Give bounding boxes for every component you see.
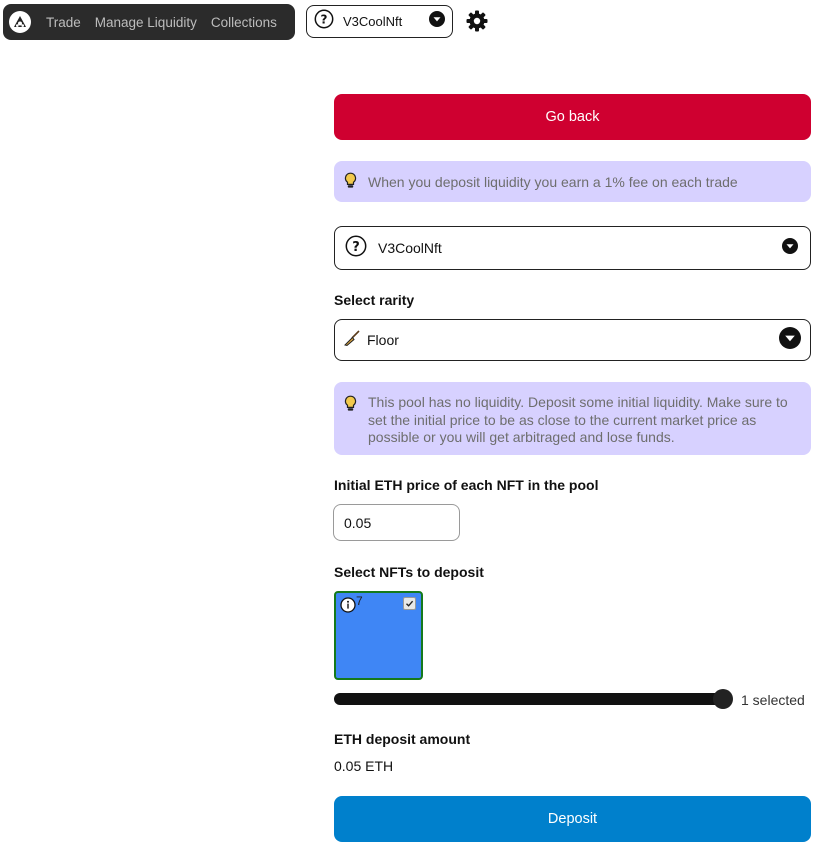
top-nav: [3, 4, 295, 40]
nav-collections-link[interactable]: Collections: [210, 14, 277, 30]
rarity-dropdown[interactable]: [334, 319, 811, 361]
nft-count-slider[interactable]: [334, 693, 722, 705]
question-icon: [345, 235, 367, 262]
rarity-dropdown-label: Floor: [367, 332, 399, 348]
nft-count-slider-handle[interactable]: [713, 689, 733, 709]
lightbulb-icon: [344, 172, 357, 192]
collection-dropdown-label: V3CoolNft: [378, 240, 442, 256]
initial-price-heading: Initial ETH price of each NFT in the pool: [334, 477, 599, 493]
broom-icon: [343, 329, 361, 352]
nft-card[interactable]: [334, 591, 423, 680]
gear-icon[interactable]: [465, 9, 489, 33]
eth-deposit-value: 0.05 ETH: [334, 758, 394, 774]
check-icon: [405, 599, 414, 608]
collection-dropdown[interactable]: [334, 226, 811, 270]
question-icon: [314, 9, 334, 34]
fee-tip-banner: [334, 161, 811, 202]
svg-text:?: ?: [352, 239, 360, 255]
nft-id: 7: [356, 594, 363, 608]
chevron-down-icon: [782, 238, 798, 259]
logo-icon[interactable]: [9, 11, 31, 33]
fee-tip-text: When you deposit liquidity you earn a 1% fee on each trade: [368, 173, 738, 190]
chevron-down-icon: [429, 11, 445, 32]
nav-manage-liquidity-link[interactable]: Manage Liquidity: [94, 14, 197, 30]
rarity-heading: Select rarity: [334, 292, 415, 308]
eth-deposit-heading: ETH deposit amount: [334, 731, 471, 747]
chevron-down-icon: [779, 327, 801, 354]
collection-selector-button[interactable]: [306, 5, 453, 38]
nav-trade-link[interactable]: Trade: [46, 14, 81, 30]
info-icon[interactable]: [340, 597, 356, 618]
selected-count: 1 selected: [741, 692, 805, 708]
initial-price-input[interactable]: [333, 504, 460, 541]
svg-text:?: ?: [320, 12, 328, 27]
select-nfts-heading: Select NFTs to deposit: [334, 564, 484, 580]
no-liquidity-tip-banner: [334, 382, 811, 455]
go-back-button[interactable]: Go back: [334, 94, 811, 140]
deposit-button[interactable]: Deposit: [334, 796, 811, 842]
collection-selector-label: V3CoolNft: [343, 14, 403, 29]
no-liquidity-tip-text: This pool has no liquidity. Deposit some initial liquidity. Make sure to set the initial price to be as close to the current market price as possible or you will get arbitraged and lose funds.: [368, 394, 788, 445]
lightbulb-icon: [344, 395, 357, 455]
nft-select-checkbox[interactable]: [403, 597, 416, 610]
